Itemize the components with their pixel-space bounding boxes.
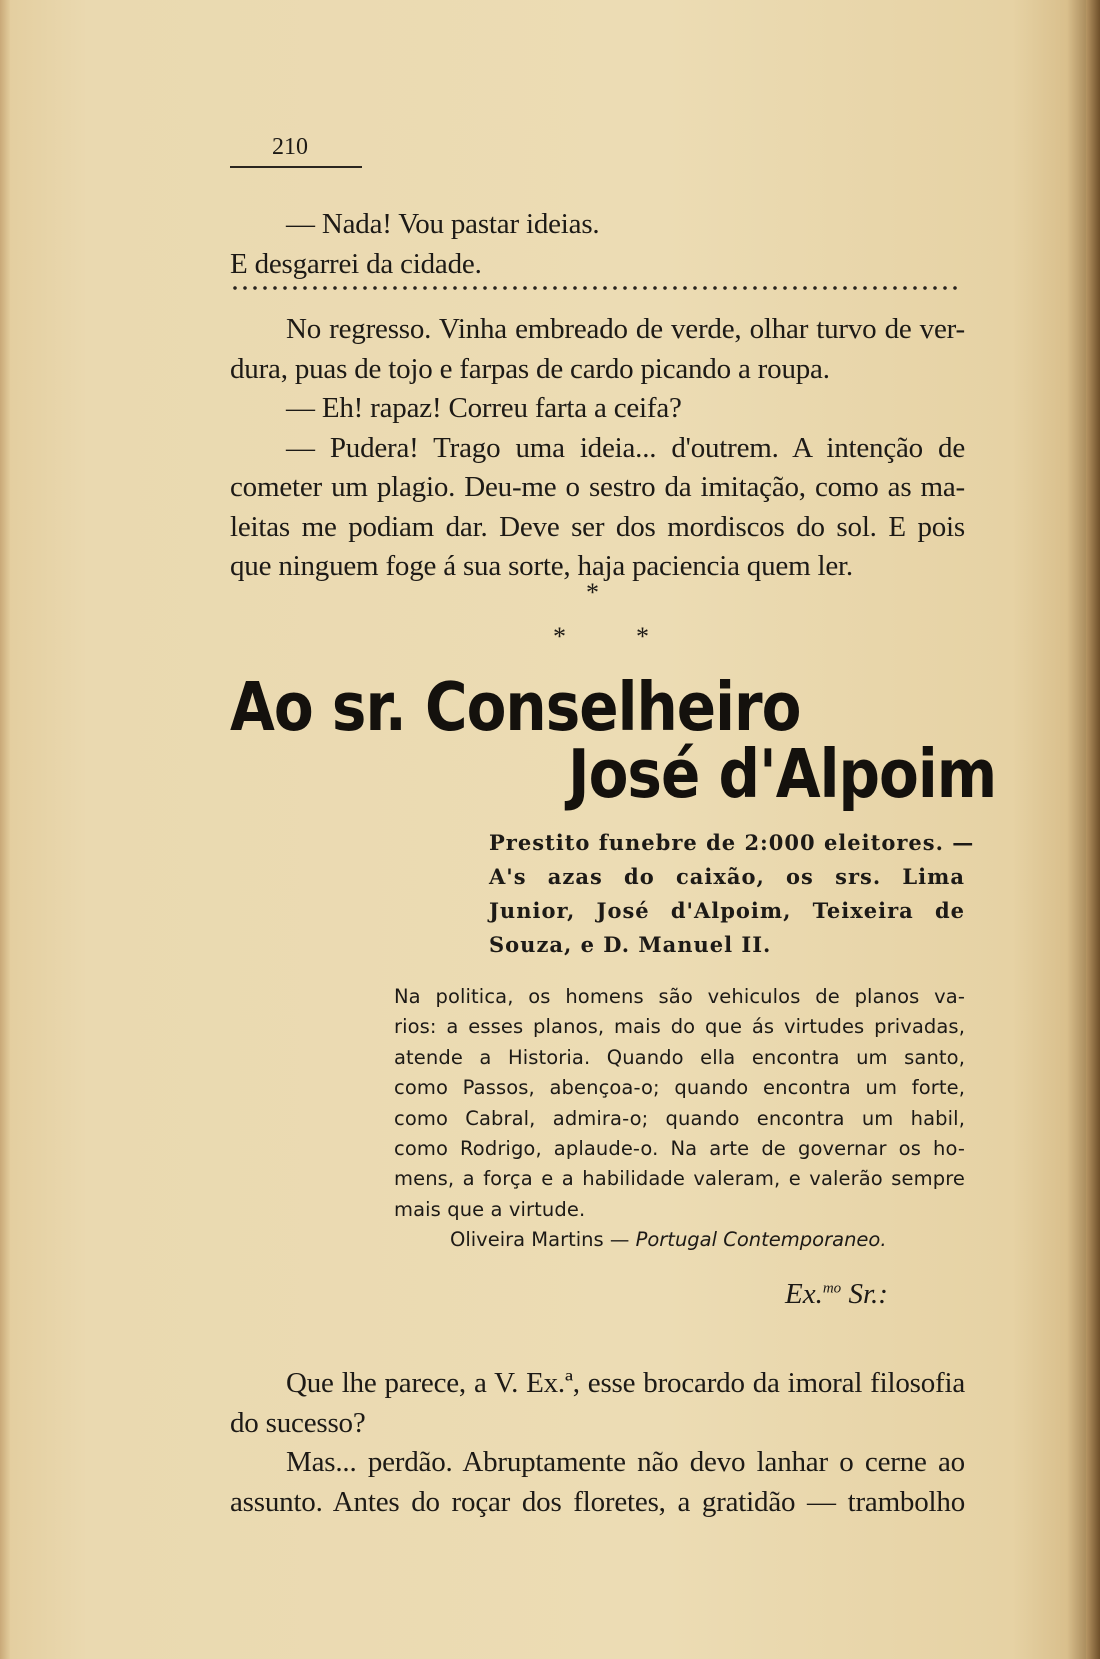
text-line: — Nada! Vou pastar ideias.	[286, 208, 600, 240]
epigraph-line: atende a Historia. Quando ella encontra um santo,	[394, 1045, 965, 1069]
text-line: que ninguem foge á sua sorte, haja paciencia quem ler.	[230, 550, 853, 582]
summary-line: Prestito funebre de 2:000 eleitores. —	[489, 830, 975, 855]
epigraph-line: mens, a força e a habilidade valeram, e valerão sempre	[394, 1167, 965, 1191]
text-line: dura, puas de tojo e farpas de cardo picando a roupa.	[230, 352, 830, 385]
epigraph-work: Portugal Contemporaneo.	[635, 1228, 887, 1252]
asterism-left: *	[553, 622, 566, 651]
summary-line: Souza, e D. Manuel II.	[489, 932, 772, 957]
dialogue-top	[230, 205, 965, 284]
epigraph	[394, 982, 965, 1256]
page-edge-shadow	[1086, 0, 1100, 1659]
summary-line: A's azas do caixão, os srs. Lima	[489, 864, 965, 889]
epigraph-line: mais que a virtude.	[394, 1197, 586, 1221]
heading-line-1: Ao sr. Conselheiro	[230, 668, 801, 747]
salutation-prefix: Ex.	[785, 1278, 823, 1310]
epigraph-line: como Rodrigo, aplaude-o. Na arte de governar os ho-	[394, 1137, 965, 1161]
asterism-top: *	[586, 578, 599, 607]
dotted-separator	[230, 285, 958, 291]
text-line: Mas... perdão. Abruptamente não devo lanhar o cerne ao	[286, 1446, 965, 1478]
epigraph-line: como Passos, abençoa-o; quando encontra um forte,	[394, 1076, 965, 1100]
text-line: cometer um plagio. Deu-me o sestro da imitação, como as ma-	[230, 471, 965, 503]
text-line: Que lhe parece, a V. Ex.ª, esse brocardo da imoral filosofia	[286, 1367, 965, 1399]
page-number: 210	[272, 134, 308, 160]
salutation-superscript: mo	[822, 1280, 842, 1297]
letter-body	[230, 1364, 965, 1522]
summary-line: Junior, José d'Alpoim, Teixeira de	[489, 898, 965, 923]
header-rule	[230, 166, 362, 168]
salutation	[785, 1278, 888, 1311]
text-line: No regresso. Vinha embreado de verde, olhar turvo de ver-	[286, 313, 965, 345]
salutation-suffix: Sr.:	[841, 1278, 888, 1310]
epigraph-line: como Cabral, admira-o; quando encontra um habil,	[394, 1106, 965, 1130]
epigraph-line: rios: a esses planos, mais do que ás virtudes privadas,	[394, 1015, 965, 1039]
epigraph-author: Oliveira Martins —	[450, 1228, 630, 1252]
text-line: do sucesso?	[230, 1406, 366, 1439]
asterism-right: *	[636, 622, 649, 651]
text-line: leitas me podiam dar. Deve ser dos mordiscos do sol. E pois	[230, 510, 965, 543]
text-line: — Pudera! Trago uma ideia... d'outrem. A intenção de	[286, 431, 965, 464]
page-gutter-shadow	[0, 0, 10, 1659]
paragraph-return	[230, 310, 965, 587]
text-line: E desgarrei da cidade.	[230, 247, 482, 280]
chapter-summary	[489, 826, 975, 962]
epigraph-attribution	[394, 1225, 965, 1255]
heading-line-2: José d'Alpoim	[568, 735, 997, 814]
epigraph-line: Na politica, os homens são vehiculos de planos va-	[394, 985, 965, 1008]
text-line: — Eh! rapaz! Correu farta a ceifa?	[286, 392, 682, 424]
text-line: assunto. Antes do roçar dos floretes, a gratidão — trambolho	[230, 1485, 965, 1518]
